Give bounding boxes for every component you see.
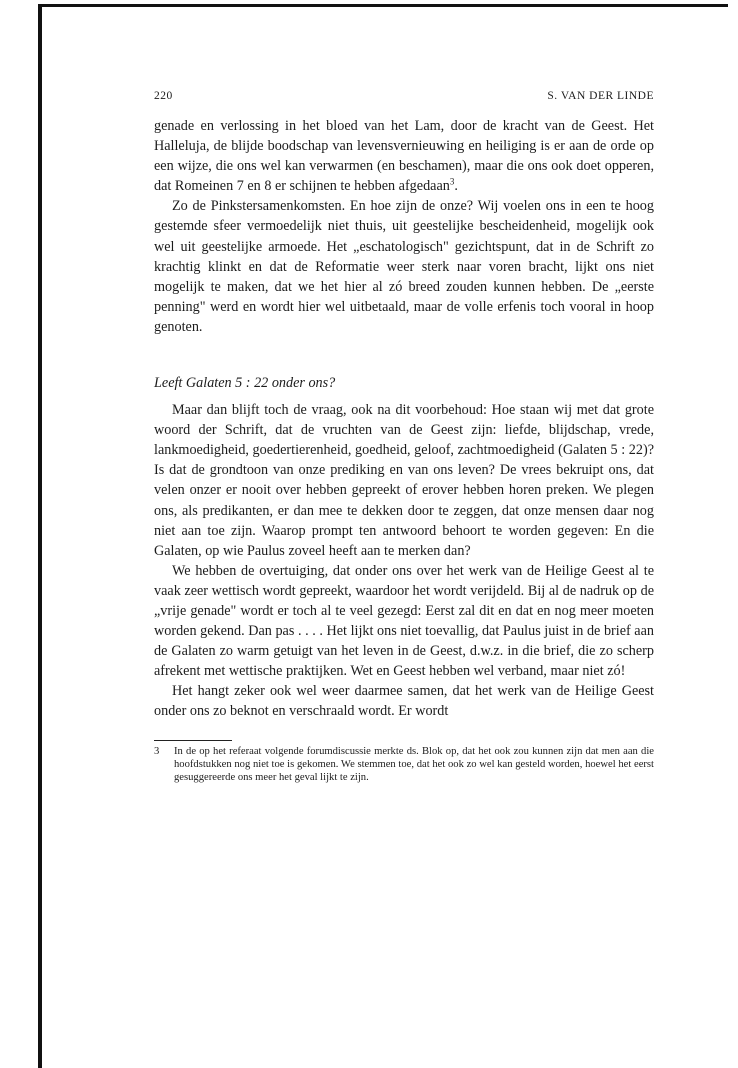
running-header bbox=[154, 90, 654, 102]
footnote-reference: 3 bbox=[449, 176, 455, 187]
paragraph: Maar dan blijft toch de vraag, ook na dit voorbehoud: Hoe staan wij met dat grote woord der Schrift, dat de vruchten van de Geest zijn: liefde, blijdschap, vrede, lankmoedigheid, goedertierenheid, goedheid, geloof, zachtmoedigheid (Galaten 5 : 22)? Is dat de grondtoon van onze prediking en van ons leven? De vrees bekruipt ons, dat velen onzer er nooit over hebben gepreekt of erover hebben horen preken. We plegen ons, als predikanten, er dan mee te dekken door te zeggen, dat onze mensen daar nog niet aan toe zijn. Waarop prompt ten antwoord behoort te worden gegeven: En die Galaten, op wie Paulus zoveel heeft aan te merken dan? bbox=[154, 402, 654, 559]
paragraph: genade en verlossing in het bloed van het Lam, door de kracht van de Geest. Het Halleluja, de blijde boodschap van levensvernieuwing en heiliging is er aan de orde op een wijze, die ons wel kan verwarmen (en beschamen), maar die ons ook doet opperen, dat Romeinen 7 en 8 er schijnen te hebben afgedaan$^3$. bbox=[154, 118, 654, 195]
page-number: 220 bbox=[154, 90, 173, 102]
book-page bbox=[154, 90, 654, 784]
section-heading: Leeft Galaten 5 : 22 onder ons? bbox=[154, 375, 336, 392]
paragraph: We hebben de overtuiging, dat onder ons over het werk van de Heilige Geest al te vaak zeer wettisch wordt gepreekt, waardoor het wordt verijdeld. Bij al de nadruk op de „vrije genade" wordt er toch al te veel gezegd: Eerst zal dit en dat en nog meer moeten worden gekend. Dan pas . . . . Het lijkt ons niet toevallig, dat Paulus juist in de brief aan de Galaten zo warm getuigt van het leven in de Geest, d.w.z. in die brief, die zo scherp afrekent met wettische praktijken. Wet en Geest hebben wel verband, maar niet zó! bbox=[154, 562, 654, 680]
running-title: S. VAN DER LINDE bbox=[547, 90, 654, 102]
footnote-text: In de op het referaat volgende forumdiscussie merkte ds. Blok op, dat het ook zou kunnen zijn dat men aan die hoofdstukken nog niet toe is gekomen. We stemmen toe, dat het ook zo wel kan gesteld worden, hoewel het eerst gesuggereerde ons meer het geval lijkt te zijn. bbox=[174, 745, 654, 783]
scan-border-left bbox=[38, 4, 42, 1068]
footnote bbox=[154, 745, 654, 784]
footnote-divider bbox=[154, 740, 232, 741]
body-text bbox=[154, 116, 654, 722]
paragraph: Het hangt zeker ook wel weer daarmee samen, dat het werk van de Heilige Geest onder ons zo beknot en verschraald wordt. Er wordt bbox=[154, 683, 654, 720]
scan-border-top bbox=[38, 4, 728, 7]
paragraph: Zo de Pinkstersamenkomsten. En hoe zijn de onze? Wij voelen ons in een te hoog gestemde sfeer vermoedelijk niet thuis, uit geestelijke bescheidenheid, mogelijk ook wel uit geestelijke armoede. Het „eschatologisch" gezichtspunt, dat in de Schrift zo krachtig klinkt en dat de Reformatie weer sterk naar voren bracht, lijkt ons niet mogelijk te maken, dat we het hier al zó breed zouden kunnen hebben. De „eerste penning" werd en wordt hier wel uitbetaald, maar de volle erfenis toch vooral in hoop genoten. bbox=[154, 198, 654, 335]
footnote-number: 3 bbox=[154, 745, 160, 757]
